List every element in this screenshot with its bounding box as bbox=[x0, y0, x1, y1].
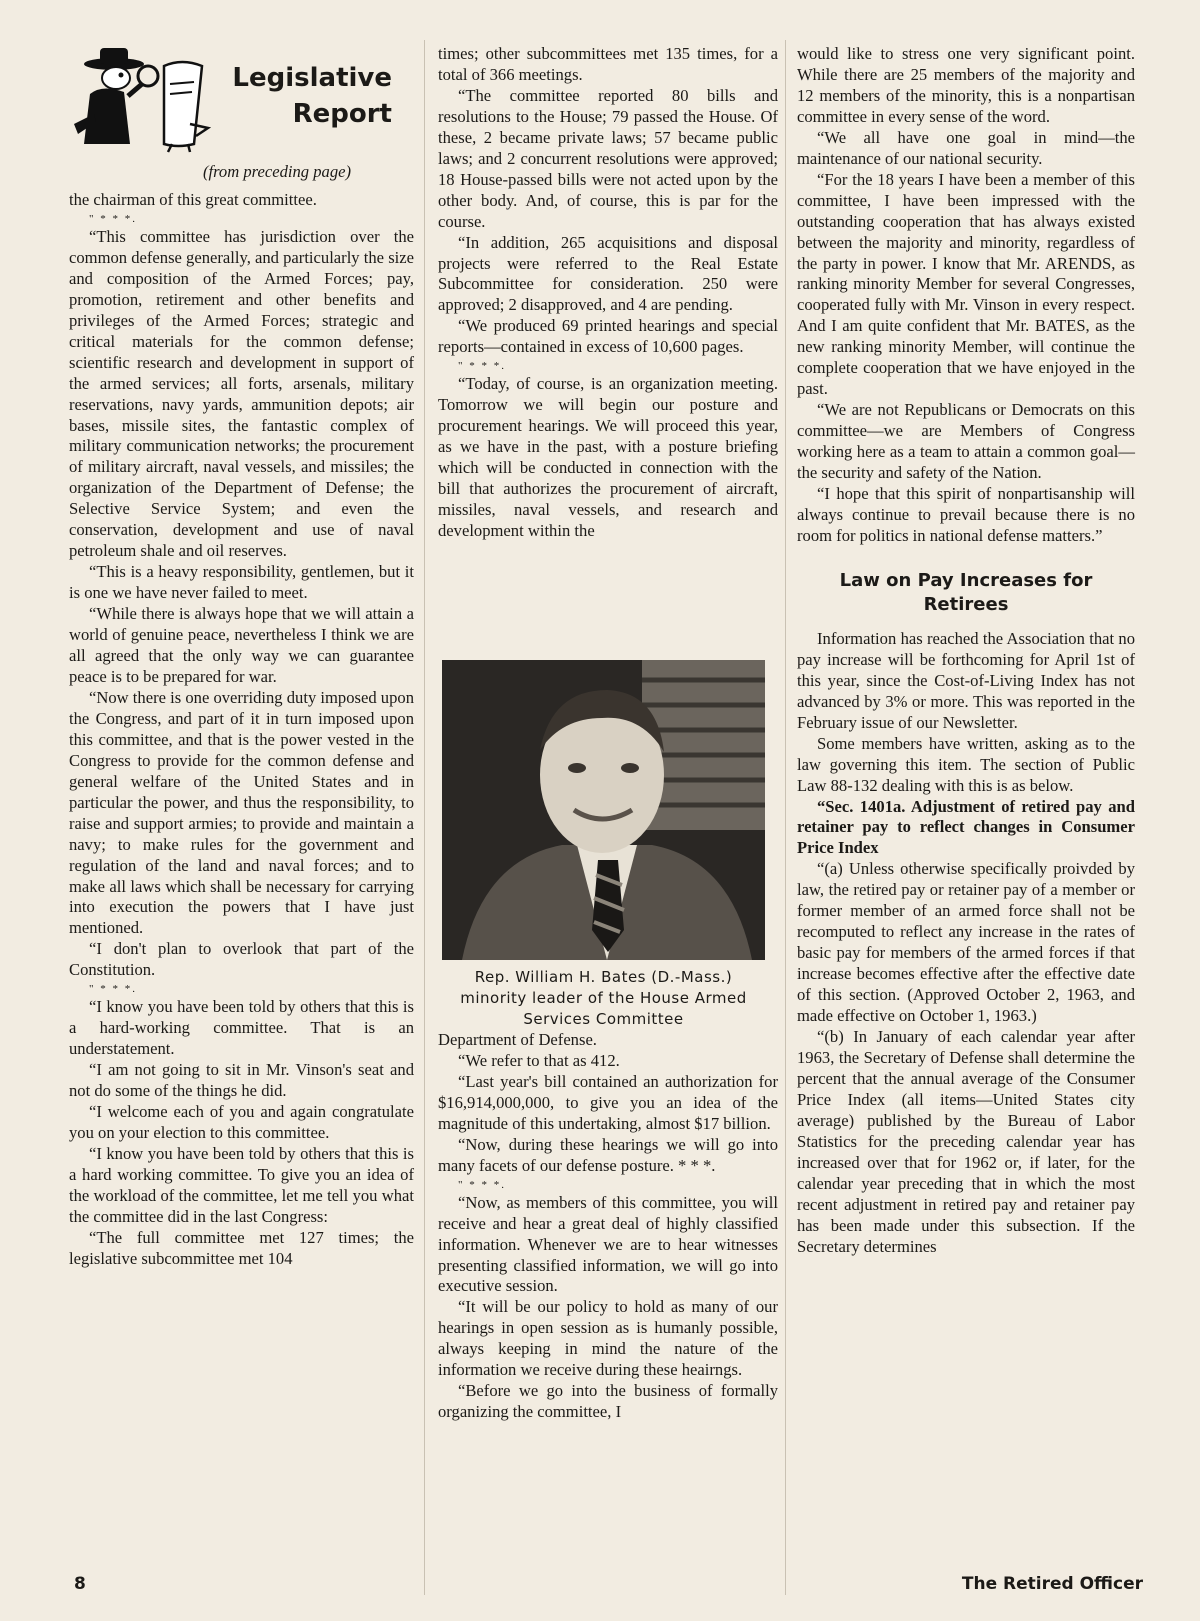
paragraph: “While there is always hope that we will attain a world of genuine peace, nevertheless I think we are all agreed that the only way we can guarantee peace is to be prepared for war. bbox=[69, 604, 414, 686]
paragraph: would like to stress one very significant point. While there are 25 members of the majority and 12 members of the minority, this is a nonpartisan committee in every sense of the word. bbox=[797, 44, 1135, 126]
paragraph: “The full committee met 127 times; the legislative subcommittee met 104 bbox=[69, 1227, 414, 1268]
paragraph: “I hope that this spirit of nonpartisanship will always continue to prevail because there is no room for politics in national defense matters.” bbox=[797, 484, 1135, 545]
column-1 bbox=[69, 190, 414, 1270]
photo-caption: Rep. William H. Bates (D.-Mass.) minority leader of the House Armed Services Committee bbox=[460, 968, 747, 1028]
paragraph: “Before we go into the business of formally organizing the committee, I bbox=[438, 1381, 778, 1422]
ellipsis-stars: " * * *. bbox=[89, 983, 137, 996]
paragraph: Department of Defense. bbox=[438, 1030, 597, 1049]
section-title bbox=[232, 60, 392, 132]
paragraph: “I know you have been told by others that this is a hard working committee. To give you an idea of the workload of the committee, let me tell you what the committee did in the last Congress: bbox=[69, 1143, 414, 1226]
paragraph: times; other subcommittees met 135 times, for a total of 366 meetings. bbox=[438, 44, 778, 84]
paragraph: “We produced 69 printed hearings and special reports—contained in excess of 10,600 pages. bbox=[438, 316, 778, 357]
paragraph: “(a) Unless otherwise specifically proivded by law, the retired pay or retainer pay of a member or former member of an armed force shall not be recomputed to reflect any increase in the rates of basic pay for members of the armed forces if that increase becomes effective after the effective date of this section. (Approved October 2, 1963, and made effective on October 1, 1963.) bbox=[797, 859, 1135, 1026]
paragraph: “I welcome each of you and again congratulate you on your election to this committee. bbox=[69, 1102, 414, 1142]
paragraph: “I don't plan to overlook that part of the Constitution. bbox=[69, 939, 414, 980]
ellipsis-stars: " * * *. bbox=[458, 360, 506, 373]
paragraph: “(b) In January of each calendar year after 1963, the Secretary of Defense shall determine the percent that the annual average of the Consumer Price Index (all items—United States city average) published by the Bureau of Labor Statistics for the preceding calendar year has increased over that for 1962 or, if later, for the calendar year preceding that in which the most recent adjustment in retired pay and retainer pay has been made under this subsection. If the Secretary determines bbox=[797, 1026, 1135, 1256]
paragraph: “I know you have been told by others that this is a hard-working committee. That is an understatement. bbox=[69, 997, 414, 1059]
paragraph: “Now, during these hearings we will go into many facets of our defense posture. * * *. bbox=[438, 1134, 778, 1175]
paragraph: “Last year's bill contained an authorization for $16,914,000,000, to give you an idea of the magnitude of this undertaking, almost $17 billion. bbox=[438, 1071, 778, 1133]
detective-cartoon-icon bbox=[72, 44, 222, 154]
paragraph: Information has reached the Association that no pay increase will be forthcoming for April 1st of this year, since the Cost-of-Living Index has not advanced by 3% or more. This was reported in the February issue of our Newsletter. bbox=[797, 628, 1135, 732]
page-number: 8 bbox=[74, 1574, 86, 1594]
title-line-2: Report bbox=[292, 99, 392, 129]
column-2 bbox=[438, 44, 778, 542]
paragraph: the chairman of this great committee. bbox=[69, 190, 317, 209]
paragraph: “It will be our policy to hold as many of our hearings in open session as is humanly possible, always keeping in mind the nature of the information we receive during these heairngs. bbox=[438, 1297, 778, 1380]
portrait-photo bbox=[442, 660, 765, 960]
paragraph: “I am not going to sit in Mr. Vinson's seat and not do some of the things he did. bbox=[69, 1060, 414, 1101]
column-rule-2 bbox=[785, 40, 786, 1595]
paragraph: “We all have one goal in mind—the maintenance of our national security. bbox=[797, 127, 1135, 168]
title-line-1: Legislative bbox=[232, 63, 392, 93]
paragraph: “We are not Republicans or Democrats on this committee—we are Members of Congress working here as a team to attain a common goal—the security and safety of the Nation. bbox=[797, 400, 1135, 483]
paragraph: “This is a heavy responsibility, gentlemen, but it is one we have never failed to meet. bbox=[69, 562, 414, 603]
paragraph: “In addition, 265 acquisitions and disposal projects were referred to the Real Estate Subcommittee for consideration. 250 were approved; 2 disapproved, and 4 are pending. bbox=[438, 232, 778, 315]
paragraph: “Now, as members of this committee, you will receive and hear a great deal of highly classified information. Whenever we are to hear witnesses presenting classified information, we will go into executive session. bbox=[438, 1192, 778, 1296]
paragraph: “The committee reported 80 bills and resolutions to the House; 79 passed the House. Of these, 2 became private laws; 57 became public laws; and 2 concurrent resolutions were approved; 18 House-passed bills were not acted upon by the other body. And, of course, this is par for the course. bbox=[438, 85, 778, 231]
column-rule-1 bbox=[424, 40, 425, 1595]
paragraph: “Today, of course, is an organization meeting. Tomorrow we will begin our posture and procurement hearings. We will proceed this year, as we have in the past, with a posture briefing which will be conducted in connection with the bill that authorizes the procurement of aircraft, missiles, naval vessels, and research and development within the bbox=[438, 374, 778, 540]
paragraph: “We refer to that as 412. bbox=[458, 1050, 620, 1070]
publication-name: The Retired Officer bbox=[961, 1574, 1143, 1594]
continuation-note: (from preceding page) bbox=[202, 162, 352, 181]
subsection-heading: Law on Pay Increases for Retirees bbox=[839, 569, 1093, 615]
paragraph: “Now there is one overriding duty imposed upon the Congress, and part of it in turn imposed upon this committee, and that is the power vested in the Congress to provide for the common defense and general welfare of the United States and in particular the power, and thus the responsibility, to raise and support armies; to provide and maintain a navy; to make rules for the government and regulation of the land and naval forces; and to make all laws which shall be necessary for carrying into execution the powers that I have just mentioned. bbox=[69, 687, 414, 938]
column-3 bbox=[797, 44, 1135, 1257]
column-2-continued bbox=[438, 1030, 778, 1423]
paragraph: “For the 18 years I have been a member of this committee, I have been impressed with the outstanding cooperation that has always existed between the majority and minority, regardless of the party in power. I know that Mr. ARENDS, as ranking minority Member for several Congresses, cooperated fully with Mr. Vinson in every respect. And I am quite confident that Mr. BATES, as the new ranking minority Member, will continue the complete cooperation that we have enjoyed in the past. bbox=[797, 169, 1135, 399]
ellipsis-stars: " * * *. bbox=[458, 1178, 506, 1191]
paragraph: Some members have written, asking as to the law governing this item. The section of Public Law 88-132 dealing with this is as below. bbox=[797, 733, 1135, 795]
section-header bbox=[72, 44, 417, 181]
ellipsis-stars: " * * *. bbox=[89, 212, 137, 225]
law-section-heading: “Sec. 1401a. Adjustment of retired pay and retainer pay to reflect changes in Consumer Price Index bbox=[797, 796, 1135, 858]
paragraph: “This committee has jurisdiction over the common defense generally, and particularly the size and composition of the Armed Forces; pay, promotion, retirement and other benefits and privileges of the Armed Forces; strategic and critical materials for the common defense; scientific research and development in support of the armed services; all forts, arsenals, military reservations, navy yards, ammunition depots; air bases, missile sites, the fantastic complex of military communication networks; the procurement of military aircraft, naval vessels, and missiles; the organization of the Department of Defense; the Selective Service System; and even the conservation, development and use of naval petroleum shale and oil reserves. bbox=[69, 226, 414, 561]
